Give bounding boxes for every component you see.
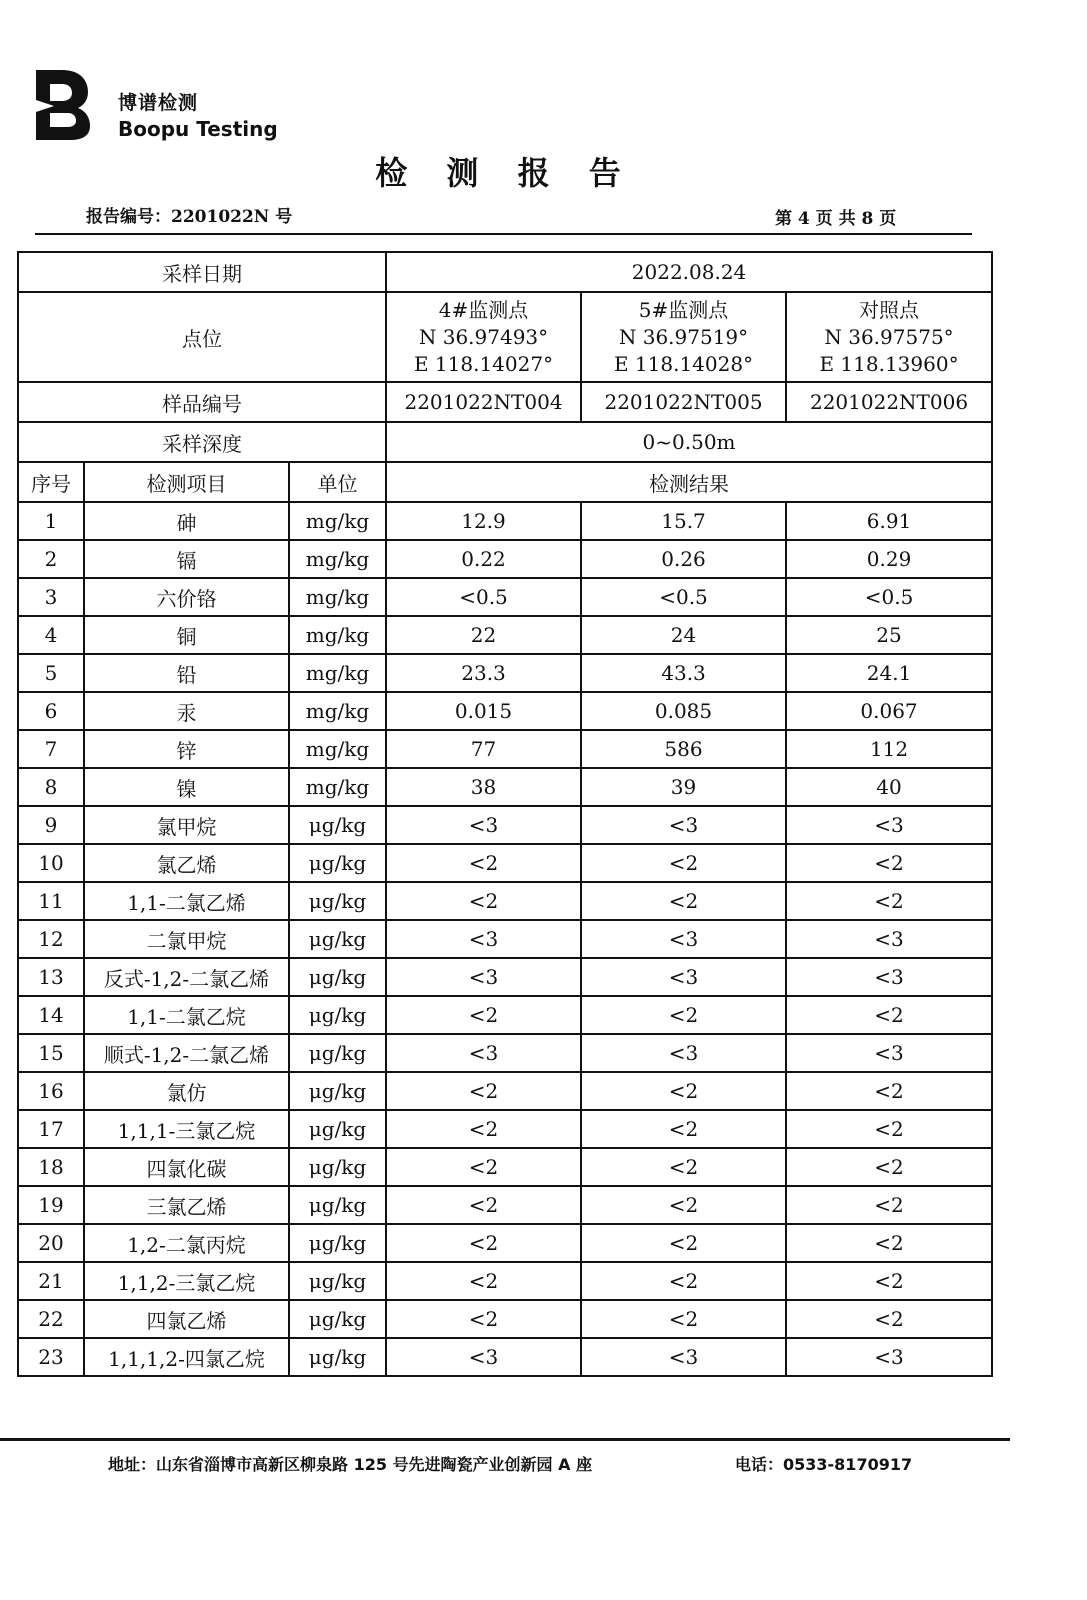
row-value: <3	[386, 1338, 581, 1376]
row-value: <0.5	[786, 578, 992, 616]
point-lon: E 118.13960°	[819, 351, 959, 376]
row-seq: 19	[18, 1186, 84, 1224]
table-row	[18, 882, 992, 920]
header-divider	[35, 233, 972, 235]
row-value: <3	[386, 1034, 581, 1072]
row-seq: 11	[18, 882, 84, 920]
row-value: <2	[786, 844, 992, 882]
row-item: 砷	[84, 502, 289, 540]
row-item: 1,1,1,2-四氯乙烷	[84, 1338, 289, 1376]
row-value: <3	[786, 1338, 992, 1376]
row-value: <2	[786, 1186, 992, 1224]
point-label: 点位	[18, 292, 386, 382]
row-item: 镉	[84, 540, 289, 578]
row-value: 77	[386, 730, 581, 768]
table-row	[18, 958, 992, 996]
row-item: 六价铬	[84, 578, 289, 616]
depth-label: 采样深度	[18, 422, 386, 462]
page-info: 第 4 页 共 8 页	[775, 209, 897, 229]
row-value: <2	[581, 882, 786, 920]
row-value: 39	[581, 768, 786, 806]
row-value: <2	[386, 844, 581, 882]
row-value: <2	[786, 1224, 992, 1262]
point-cell	[581, 292, 786, 382]
row-value: 25	[786, 616, 992, 654]
row-value: <2	[386, 1300, 581, 1338]
page-title: 检 测 报 告	[375, 154, 635, 192]
row-item: 锌	[84, 730, 289, 768]
row-value: 22	[386, 616, 581, 654]
row-value: 0.22	[386, 540, 581, 578]
row-seq: 8	[18, 768, 84, 806]
row-seq: 12	[18, 920, 84, 958]
row-unit: mg/kg	[289, 654, 386, 692]
row-value: <3	[386, 806, 581, 844]
row-value: <3	[786, 958, 992, 996]
row-value: 23.3	[386, 654, 581, 692]
row-seq: 21	[18, 1262, 84, 1300]
depth-row	[18, 422, 992, 462]
column-header-row	[18, 462, 992, 502]
row-seq: 23	[18, 1338, 84, 1376]
report-number: 报告编号：2201022N 号	[86, 207, 293, 227]
row-value: 24	[581, 616, 786, 654]
table-row	[18, 1148, 992, 1186]
table-row	[18, 692, 992, 730]
header-unit: 单位	[289, 462, 386, 502]
header-seq: 序号	[18, 462, 84, 502]
row-value: <2	[581, 1186, 786, 1224]
row-value: <2	[786, 996, 992, 1034]
row-value: <2	[786, 1262, 992, 1300]
row-value: 112	[786, 730, 992, 768]
table-row	[18, 540, 992, 578]
table-row	[18, 1034, 992, 1072]
row-value: <2	[786, 1110, 992, 1148]
row-unit: μg/kg	[289, 1186, 386, 1224]
row-value: 24.1	[786, 654, 992, 692]
row-item: 氯仿	[84, 1072, 289, 1110]
row-unit: μg/kg	[289, 806, 386, 844]
row-item: 1,1,2-三氯乙烷	[84, 1262, 289, 1300]
table-row	[18, 1186, 992, 1224]
point-lat: N 36.97519°	[618, 324, 749, 349]
brand-name-cn: 博谱检测	[118, 92, 199, 114]
row-value: <2	[581, 1148, 786, 1186]
row-unit: μg/kg	[289, 844, 386, 882]
results-table	[17, 251, 993, 1377]
row-item: 1,2-二氯丙烷	[84, 1224, 289, 1262]
point-cell	[786, 292, 992, 382]
row-seq: 7	[18, 730, 84, 768]
sample-number: 2201022NT004	[386, 382, 581, 422]
table-row	[18, 730, 992, 768]
row-seq: 22	[18, 1300, 84, 1338]
table-row	[18, 1338, 992, 1376]
row-unit: μg/kg	[289, 1224, 386, 1262]
table-row	[18, 502, 992, 540]
point-lon: E 118.14027°	[413, 351, 554, 376]
row-value: <2	[786, 1300, 992, 1338]
row-item: 汞	[84, 692, 289, 730]
row-unit: μg/kg	[289, 920, 386, 958]
row-value: <2	[386, 1224, 581, 1262]
table-row	[18, 768, 992, 806]
row-unit: μg/kg	[289, 958, 386, 996]
sample-number: 2201022NT006	[786, 382, 992, 422]
point-name: 5#监测点	[638, 297, 729, 322]
row-item: 1,1,1-三氯乙烷	[84, 1110, 289, 1148]
row-unit: μg/kg	[289, 1338, 386, 1376]
table-row	[18, 920, 992, 958]
footer-phone: 电话：0533-8170917	[735, 1455, 913, 1474]
row-value: <2	[386, 1148, 581, 1186]
row-value: <3	[581, 1034, 786, 1072]
row-value: 38	[386, 768, 581, 806]
row-item: 顺式-1,2-二氯乙烯	[84, 1034, 289, 1072]
row-value: 12.9	[386, 502, 581, 540]
footer-address: 地址：山东省淄博市高新区柳泉路 125 号先进陶瓷产业创新园 A 座	[108, 1455, 593, 1474]
table-row	[18, 1300, 992, 1338]
row-value: <3	[386, 958, 581, 996]
row-unit: μg/kg	[289, 1034, 386, 1072]
row-item: 铅	[84, 654, 289, 692]
row-value: <2	[786, 1072, 992, 1110]
row-value: <2	[386, 1072, 581, 1110]
sample-number: 2201022NT005	[581, 382, 786, 422]
row-unit: μg/kg	[289, 1148, 386, 1186]
row-value: <2	[386, 996, 581, 1034]
point-lon: E 118.14028°	[613, 351, 754, 376]
row-unit: mg/kg	[289, 540, 386, 578]
row-item: 氯乙烯	[84, 844, 289, 882]
row-value: <2	[581, 1300, 786, 1338]
point-lat: N 36.97493°	[418, 324, 549, 349]
row-seq: 5	[18, 654, 84, 692]
table-row	[18, 1072, 992, 1110]
table-row	[18, 996, 992, 1034]
row-value: <3	[581, 958, 786, 996]
row-item: 二氯甲烷	[84, 920, 289, 958]
row-seq: 9	[18, 806, 84, 844]
row-unit: mg/kg	[289, 692, 386, 730]
row-value: 0.015	[386, 692, 581, 730]
table-row	[18, 806, 992, 844]
row-value: <2	[386, 1110, 581, 1148]
row-seq: 3	[18, 578, 84, 616]
row-item: 三氯乙烯	[84, 1186, 289, 1224]
point-cell	[386, 292, 581, 382]
row-seq: 1	[18, 502, 84, 540]
brand-name-en: Boopu Testing	[118, 117, 278, 141]
table-row	[18, 1262, 992, 1300]
row-item: 四氯化碳	[84, 1148, 289, 1186]
row-value: <2	[386, 1186, 581, 1224]
row-value: <3	[786, 1034, 992, 1072]
row-value: <3	[581, 920, 786, 958]
sampling-date-value: 2022.08.24	[386, 252, 992, 292]
row-unit: mg/kg	[289, 616, 386, 654]
row-item: 铜	[84, 616, 289, 654]
row-value: <3	[786, 806, 992, 844]
row-item: 1,1-二氯乙烷	[84, 996, 289, 1034]
row-item: 反式-1,2-二氯乙烯	[84, 958, 289, 996]
row-unit: μg/kg	[289, 996, 386, 1034]
row-item: 镍	[84, 768, 289, 806]
point-row	[18, 292, 992, 382]
row-seq: 13	[18, 958, 84, 996]
row-unit: mg/kg	[289, 768, 386, 806]
table-row	[18, 616, 992, 654]
row-unit: μg/kg	[289, 1110, 386, 1148]
point-lat: N 36.97575°	[824, 324, 954, 349]
row-value: 15.7	[581, 502, 786, 540]
header-result: 检测结果	[386, 462, 992, 502]
row-item: 1,1-二氯乙烯	[84, 882, 289, 920]
row-item: 四氯乙烯	[84, 1300, 289, 1338]
row-unit: μg/kg	[289, 882, 386, 920]
row-seq: 17	[18, 1110, 84, 1148]
row-value: <2	[581, 996, 786, 1034]
row-value: <0.5	[386, 578, 581, 616]
row-unit: mg/kg	[289, 730, 386, 768]
row-value: <2	[581, 1262, 786, 1300]
row-seq: 16	[18, 1072, 84, 1110]
row-value: <2	[386, 882, 581, 920]
row-seq: 18	[18, 1148, 84, 1186]
boopu-logo-icon	[32, 66, 94, 142]
row-unit: μg/kg	[289, 1072, 386, 1110]
row-value: <3	[581, 806, 786, 844]
row-seq: 2	[18, 540, 84, 578]
row-value: <2	[386, 1262, 581, 1300]
row-seq: 10	[18, 844, 84, 882]
row-seq: 6	[18, 692, 84, 730]
row-unit: μg/kg	[289, 1262, 386, 1300]
row-value: 6.91	[786, 502, 992, 540]
row-value: <2	[786, 1148, 992, 1186]
row-value: <0.5	[581, 578, 786, 616]
row-value: <2	[581, 844, 786, 882]
point-name: 4#监测点	[438, 297, 529, 322]
table-row	[18, 654, 992, 692]
row-value: <2	[786, 882, 992, 920]
table-row	[18, 1224, 992, 1262]
footer-divider	[0, 1438, 1010, 1441]
row-item: 氯甲烷	[84, 806, 289, 844]
row-value: <2	[581, 1224, 786, 1262]
header-item: 检测项目	[84, 462, 289, 502]
row-unit: μg/kg	[289, 1300, 386, 1338]
row-unit: mg/kg	[289, 578, 386, 616]
row-value: 0.067	[786, 692, 992, 730]
row-value: <2	[581, 1072, 786, 1110]
sample-number-row	[18, 382, 992, 422]
row-unit: mg/kg	[289, 502, 386, 540]
row-value: 0.29	[786, 540, 992, 578]
row-value: 586	[581, 730, 786, 768]
row-value: <3	[386, 920, 581, 958]
sampling-date-label: 采样日期	[18, 252, 386, 292]
row-seq: 15	[18, 1034, 84, 1072]
row-value: 40	[786, 768, 992, 806]
row-value: <3	[581, 1338, 786, 1376]
row-value: 0.26	[581, 540, 786, 578]
row-value: <2	[581, 1110, 786, 1148]
row-seq: 14	[18, 996, 84, 1034]
row-seq: 20	[18, 1224, 84, 1262]
row-value: <3	[786, 920, 992, 958]
row-seq: 4	[18, 616, 84, 654]
table-row	[18, 1110, 992, 1148]
row-value: 43.3	[581, 654, 786, 692]
sample-number-label: 样品编号	[18, 382, 386, 422]
depth-value: 0~0.50m	[386, 422, 992, 462]
point-name: 对照点	[859, 297, 920, 322]
table-row	[18, 844, 992, 882]
sampling-date-row	[18, 252, 992, 292]
brand	[118, 88, 278, 141]
table-row	[18, 578, 992, 616]
row-value: 0.085	[581, 692, 786, 730]
